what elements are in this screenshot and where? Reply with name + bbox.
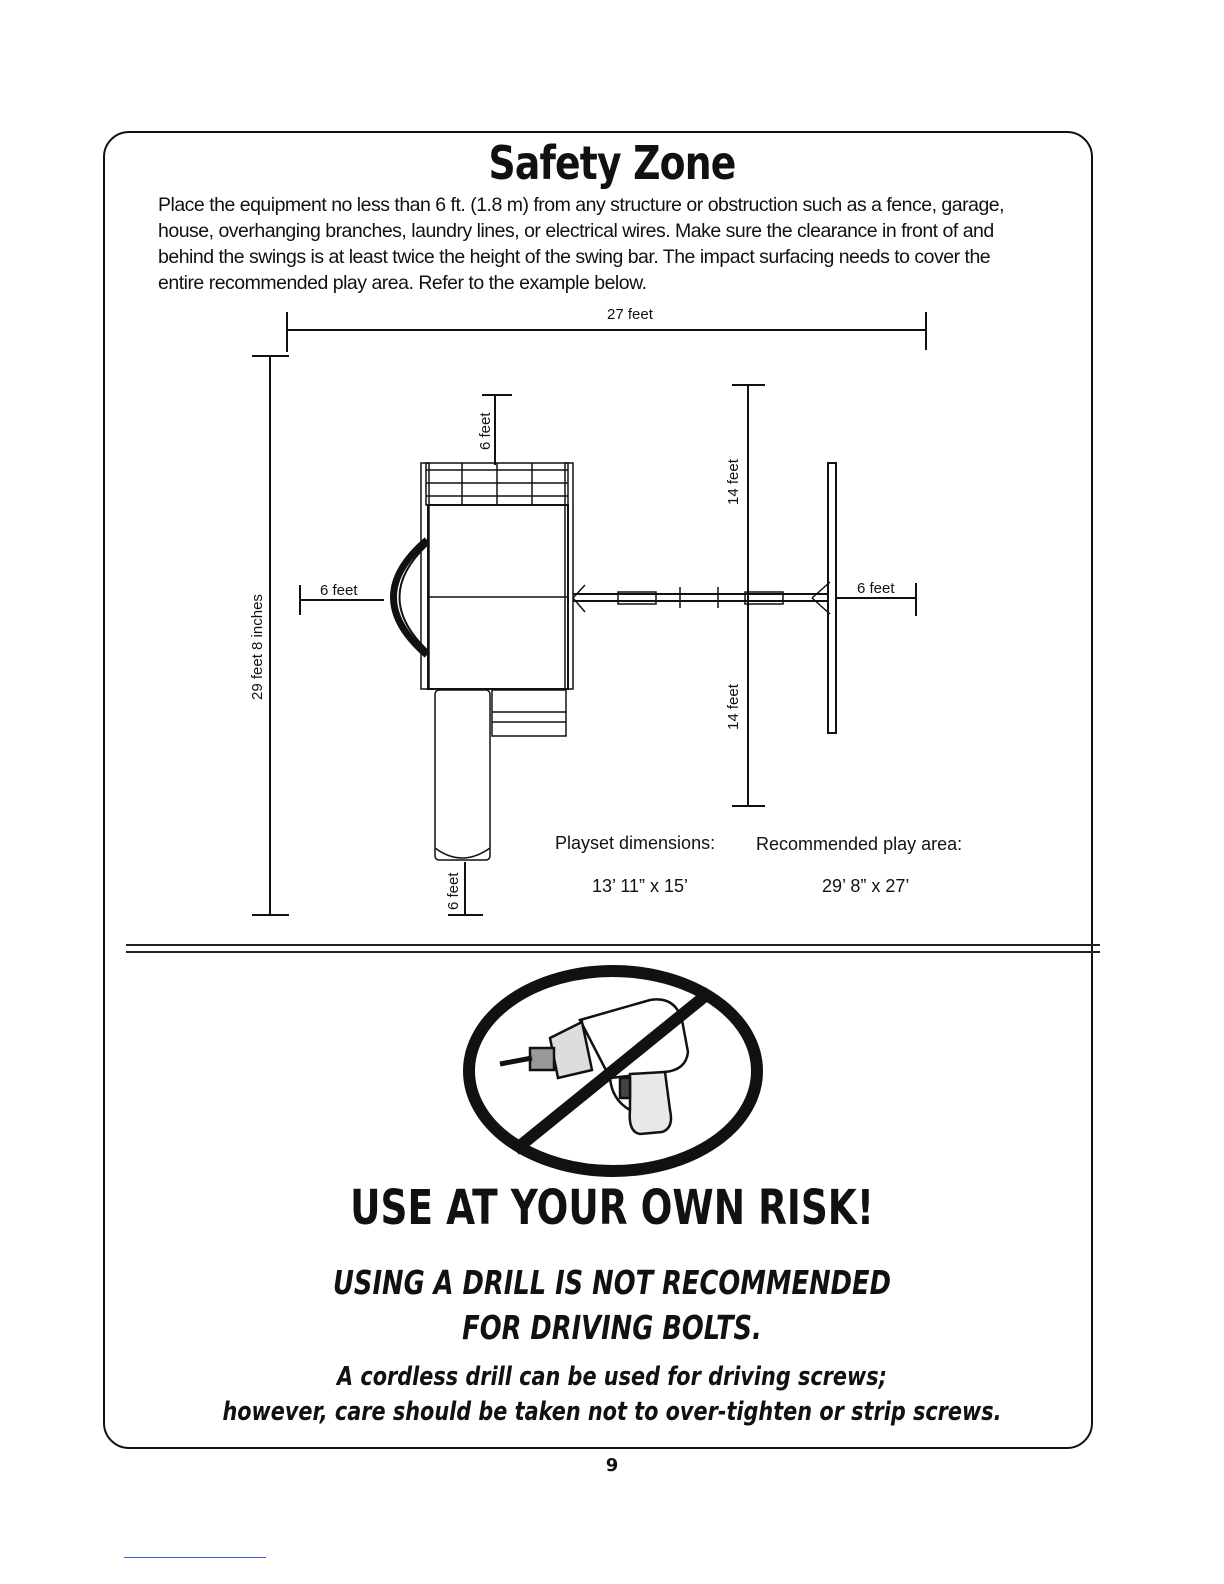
section-divider [126,944,1100,946]
left-clearance-label: 6 feet [320,582,358,599]
play-area-value: 29’ 8” x 27’ [822,876,910,896]
drill-note [122,1360,1101,1430]
height-label: 29 feet 8 inches [249,594,266,700]
swing-back-label: 14 feet [725,684,742,730]
intro-line: behind the swings is at least twice the height of the swing bar. The impact surfacing needs to cover the [158,246,991,268]
intro-line: Place the equipment no less than 6 ft. (1.8 m) from any structure or obstruction such as a fence, garage, [158,194,1005,216]
intro-line: entire recommended play area. Refer to the example below. [158,272,647,294]
page-number: 9 [605,1455,619,1476]
width-label: 27 feet [607,306,653,323]
page-title: Safety Zone [488,136,736,190]
swing-clearance-line [732,385,765,806]
drill-warning-line: USING A DRILL IS NOT RECOMMENDED [333,1263,891,1302]
right-clearance-label: 6 feet [857,580,895,597]
section-divider [126,951,1100,953]
top-clearance-label: 6 feet [477,412,494,450]
drill-note-line: however, care should be taken not to over-tighten or strip screws. [222,1397,1002,1427]
drill-warning [135,1260,1090,1350]
playset-dimensions-label: Playset dimensions: [555,833,716,853]
swing-front-label: 14 feet [725,459,742,505]
warning-heading: USE AT YOUR OWN RISK! [350,1180,874,1236]
drill-warning-line: FOR DRIVING BOLTS. [462,1308,762,1347]
drill-note-line: A cordless drill can be used for driving screws; [337,1362,887,1392]
playset-structure [394,463,837,860]
playset-dimensions-value: 13’ 11” x 15’ [592,876,689,896]
play-area-label: Recommended play area: [756,834,963,854]
no-drill-icon [460,960,766,1182]
intro-line: house, overhanging branches, laundry lines, or electrical wires. Make sure the clearance in front of and [158,220,994,242]
bottom-clearance-label: 6 feet [445,872,462,910]
footer-rule [124,1557,266,1558]
